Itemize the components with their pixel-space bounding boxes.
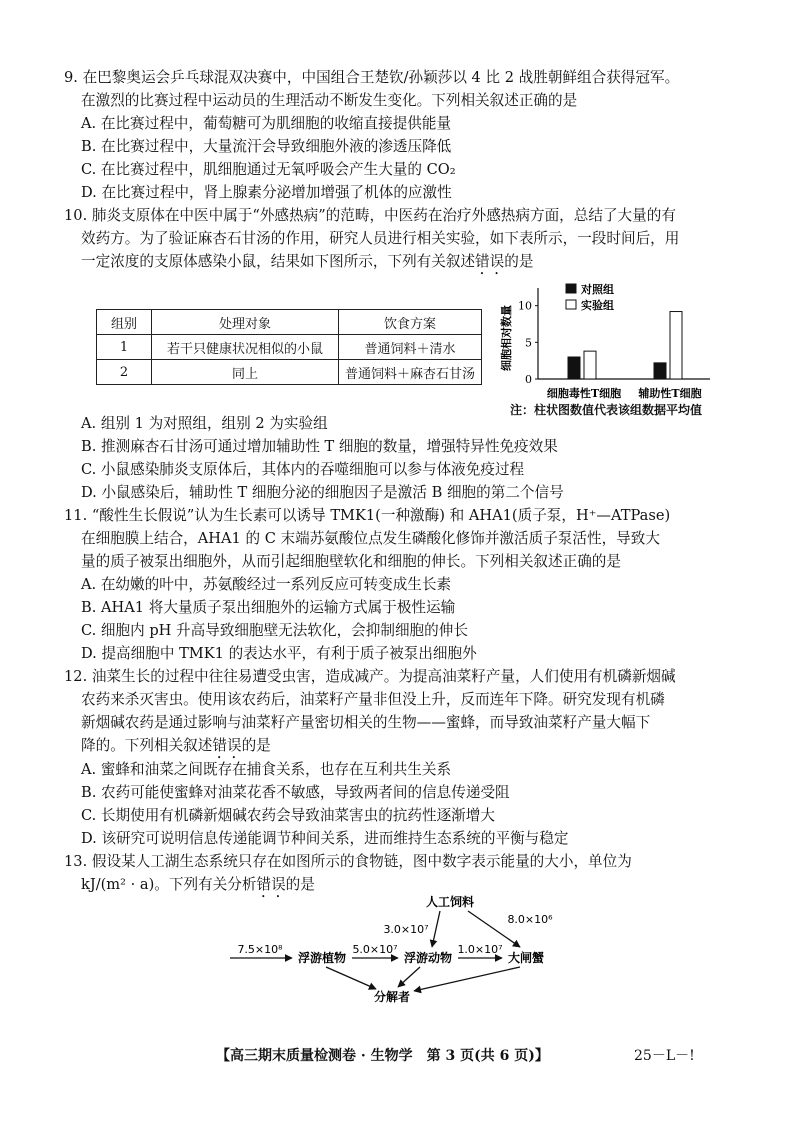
q10-stem-line-1: 10. 肺炎支原体在中医中属于“外感热病”的范畴，中医药在治疗外感热病方面，总结了大量的有	[64, 207, 676, 224]
q11-stem-line-1: 11. “酸性生长假说”认为生长素可以诱导 TMK1(一种激酶) 和 AHA1(质子泵，H⁺—ATPase)	[64, 507, 671, 524]
q12-stem-text: 降的。下列相关叙述	[81, 737, 213, 754]
value-feed-to-crab: 8.0×10⁶	[507, 913, 553, 926]
q11-stem-line-3: 量的质子被泵出细胞外，从而引起细胞壁软化和细胞的伸长。下列相关叙述正确的是	[81, 553, 621, 570]
legend-swatch	[566, 300, 576, 309]
q12-option-d: D. 该研究可说明信息传递能调节种间关系，进而维持生态系统的平衡与稳定	[81, 830, 569, 847]
q11-option-d: D. 提高细胞中 TMK1 的表达水平，有利于质子被泵出细胞外	[81, 645, 477, 662]
value-feed-to-zooplankton: 3.0×10⁷	[383, 923, 429, 936]
q10-option-a: A. 组别 1 为对照组，组别 2 为实验组	[81, 415, 328, 432]
chart-category-label: 辅助性T细胞	[638, 387, 702, 400]
value-sun-to-phytoplankton: 7.5×10⁸	[237, 943, 283, 956]
q12-stem-line-3: 新烟碱农药是通过影响与油菜籽产量密切相关的生物——蜜蜂，而导致油菜籽产量大幅下	[81, 714, 651, 731]
q10-stem-end: 的是	[504, 253, 534, 270]
arrow-crab-to-decomposer	[414, 967, 520, 991]
table-cell: 1	[97, 335, 152, 360]
chart-note: 注：柱状图数值代表该组数据平均值	[510, 403, 703, 417]
node-crab: 大闸蟹	[507, 951, 545, 965]
chart-bar	[670, 312, 682, 379]
q11-stem-line-2: 在细胞膜上结合，AHA1 的 C 末端苏氨酸位点发生磷酸化修饰并激活质子泵活性，导致大	[81, 530, 660, 547]
q10-option-b: B. 推测麻杏石甘汤可通过增加辅助性 T 细胞的数量，增强特异性免疫效果	[81, 438, 558, 455]
chart-ylabel: 细胞相对数量	[500, 305, 513, 371]
chart-ytick-label: 5	[525, 336, 532, 350]
q9-option-b: B. 在比赛过程中，大量流汗会导致细胞外液的渗透压降低	[81, 138, 452, 155]
q10-bar-chart	[498, 278, 734, 402]
q10-stem-line-3	[81, 251, 533, 278]
q12-stem-line-4	[81, 735, 271, 762]
page-footer-title: 【高三期末质量检测卷 · 生物学 第 3 页(共 6 页)】	[216, 1048, 549, 1064]
q10-stem-line-2: 效药方。为了验证麻杏石甘汤的作用，研究人员进行相关实验，如下表所示，一段时间后，用	[81, 230, 680, 247]
table-cell: 2	[97, 360, 152, 385]
table-row	[97, 335, 482, 360]
table-header-row	[97, 310, 482, 335]
q12-stem-line-2: 农药来杀灭害虫。使用该农药后，油菜籽产量非但没上升，反而连年下降。研究发现有机磷	[81, 691, 665, 708]
q10-stem-text: 一定浓度的支原体感染小鼠，结果如下图所示，下列有关叙述	[81, 253, 476, 270]
q11-option-c: C. 细胞内 pH 升高导致细胞壁无法软化，会抑制细胞的伸长	[81, 622, 468, 639]
page-footer-code: 25－L－!	[634, 1048, 695, 1064]
q10-experiment-table	[96, 309, 482, 385]
q12-stem-line-1: 12. 油菜生长的过程中往往易遭受虫害，造成减产。为提高油菜籽产量，人们使用有机磷新烟碱	[64, 668, 676, 685]
chart-ytick-label: 0	[525, 373, 532, 386]
legend-swatch	[566, 284, 576, 293]
arrow-feed-to-zooplankton	[432, 911, 440, 947]
chart-ytick-label: 10	[518, 299, 532, 313]
chart-bar	[584, 351, 596, 379]
q9-option-c: C. 在比赛过程中，肌细胞通过无氧呼吸会产生大量的 CO₂	[81, 161, 456, 178]
q10-option-d: D. 小鼠感染后，辅助性 T 细胞分泌的细胞因子是激活 B 细胞的第二个信号	[81, 484, 564, 501]
q9-option-d: D. 在比赛过程中，肾上腺素分泌增加增强了机体的应激性	[81, 184, 452, 201]
q12-option-a: A. 蜜蜂和油菜之间既存在捕食关系，也存在互利共生关系	[81, 761, 452, 778]
q10-emphasis-word: 错误	[475, 253, 505, 270]
q12-stem-end: 的是	[241, 737, 271, 754]
q10-option-c: C. 小鼠感染肺炎支原体后，其体内的吞噬细胞可以参与体液免疫过程	[81, 461, 525, 478]
q9-stem-line-2: 在激烈的比赛过程中运动员的生理活动不断发生变化。下列相关叙述正确的是	[81, 92, 578, 109]
arrow-phytoplankton-to-decomposer	[326, 967, 376, 989]
q12-option-c: C. 长期使用有机磷新烟碱农药会导致油菜害虫的抗药性逐渐增大	[81, 807, 495, 824]
q9-option-a: A. 在比赛过程中，葡萄糖可为肌细胞的收缩直接提供能量	[81, 115, 452, 132]
q12-option-b: B. 农药可能使蜜蜂对油菜花香不敏感，导致两者间的信息传递受阻	[81, 784, 510, 801]
table-cell: 普通饲料＋清水	[339, 335, 482, 360]
node-decomposer: 分解者	[373, 990, 411, 1004]
q11-option-a: A. 在幼嫩的叶中，苏氨酸经过一系列反应可转变成生长素	[81, 576, 452, 593]
table-header-cell: 饮食方案	[339, 310, 482, 335]
value-zooplankton-to-crab: 1.0×10⁷	[457, 943, 503, 956]
node-artificial-feed: 人工饲料	[425, 895, 475, 909]
q12-emphasis-word: 错误	[212, 737, 242, 754]
q13-stem-end: 的是	[285, 876, 315, 893]
node-zooplankton: 浮游动物	[403, 951, 453, 965]
table-header-cell: 处理对象	[152, 310, 339, 335]
q11-option-b: B. AHA1 将大量质子泵出细胞外的运输方式属于极性运输	[81, 599, 456, 616]
q13-emphasis-word: 错误	[256, 876, 286, 893]
table-header-cell: 组别	[97, 310, 152, 335]
q13-stem-text: kJ/(m² · a)。下列有关分析	[81, 876, 257, 893]
food-web-diagram	[230, 893, 570, 1013]
table-cell: 同上	[152, 360, 339, 385]
table-cell: 若干只健康状况相似的小鼠	[152, 335, 339, 360]
node-phytoplankton: 浮游植物	[297, 951, 347, 965]
q9-stem-line-1: 9. 在巴黎奥运会乒乓球混双决赛中，中国组合王楚钦/孙颖莎以 4 比 2 战胜朝鲜组合获得冠军。	[64, 69, 680, 86]
chart-bar	[654, 363, 666, 379]
table-row	[97, 360, 482, 385]
chart-category-label: 细胞毒性T细胞	[546, 387, 622, 400]
table-cell: 普通饲料＋麻杏石甘汤	[339, 360, 482, 385]
q13-stem-line-1: 13. 假设某人工湖生态系统只存在如图所示的食物链，图中数字表示能量的大小，单位为	[64, 853, 632, 870]
legend-label: 实验组	[581, 299, 614, 312]
arrow-zooplankton-to-decomposer	[398, 967, 420, 987]
legend-label: 对照组	[581, 283, 614, 296]
value-phytoplankton-to-zooplankton: 5.0×10⁷	[352, 943, 398, 956]
chart-bar	[568, 357, 580, 379]
